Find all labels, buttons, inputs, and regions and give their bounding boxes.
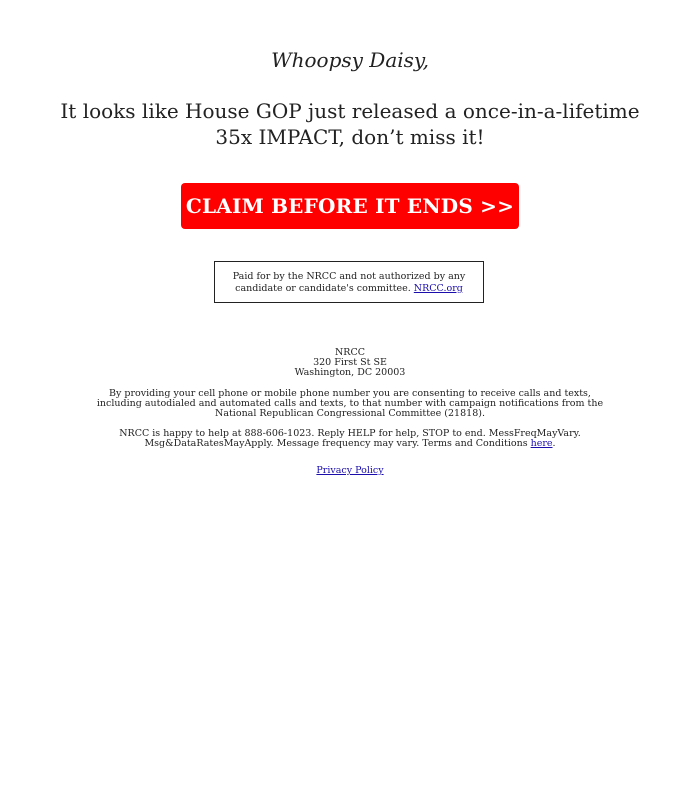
terms-suffix: . — [552, 438, 556, 450]
headline-message: It looks like House GOP just released a once-in-a-lifetime 35x IMPACT, don’t miss it! — [60, 99, 640, 149]
greeting: Whoopsy Daisy, — [271, 48, 429, 72]
sms-consent-text: By providing your cell phone or mobile phone number you are consenting to receive calls and texts, including autodialed and automated calls and texts, to that number with campaign notifications from the National Republican Congressional Committee (21818). — [96, 387, 604, 420]
org-name: NRCC — [334, 347, 365, 358]
paid-for-disclaimer — [214, 261, 484, 303]
nrcc-link[interactable]: NRCC.org — [413, 282, 463, 294]
privacy-policy-link[interactable]: Privacy Policy — [316, 464, 384, 476]
address-line-1: 320 First St SE — [313, 357, 387, 369]
footer — [95, 348, 605, 476]
disclaimer-text: Paid for by the NRCC and not authorized by any candidate or candidate's committee. — [232, 271, 466, 294]
help-text-block — [95, 429, 605, 449]
claim-button[interactable]: CLAIM BEFORE IT ENDS >> — [181, 183, 519, 229]
address-line-2: Washington, DC 20003 — [294, 367, 406, 379]
help-text: NRCC is happy to help at 888-606-1023. Reply HELP for help, STOP to end. MessFreqMayVary. Msg&DataRatesMayApply. Message frequency may vary. Terms and Conditions — [119, 428, 581, 450]
terms-link[interactable]: here — [530, 438, 553, 450]
